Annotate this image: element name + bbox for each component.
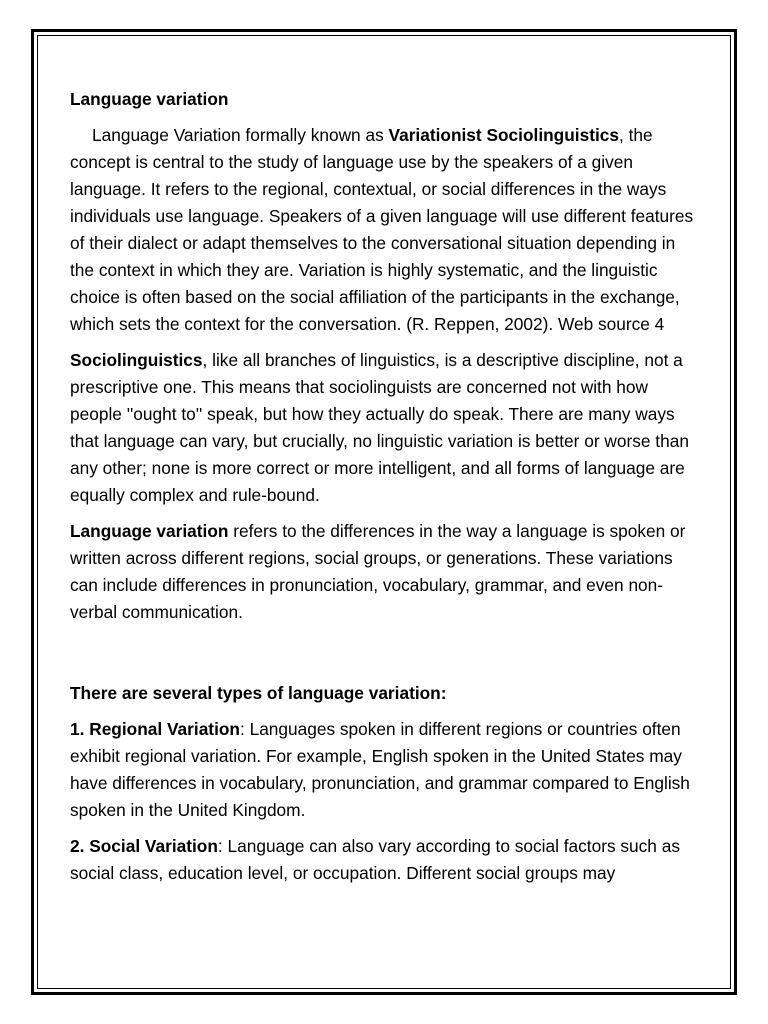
term-language-variation: Language variation — [70, 521, 229, 541]
term-sociolinguistics: Sociolinguistics — [70, 350, 203, 370]
term-social-variation: 2. Social Variation — [70, 836, 218, 856]
term-variationist-sociolinguistics: Variationist Sociolinguistics — [388, 125, 619, 145]
list-item-social-text: : Language can also vary according to social factors such as social class, education level, or occupation. Different social groups may — [70, 836, 680, 883]
paragraph-variationist — [70, 122, 704, 338]
paragraph-sociolinguistics-text: , like all branches of linguistics, is a descriptive discipline, not a prescriptive one. This means that sociolinguists are concerned not with how people ''ought to'' speak, but how they actually do speak. There are many ways that language can vary, but crucially, no linguistic variation is better or worse than any other; none is more correct or more intelligent, and all forms of language are equally complex and rule-bound. — [70, 350, 689, 505]
term-regional-variation: 1. Regional Variation — [70, 719, 240, 739]
document-body — [70, 86, 704, 896]
list-item-regional — [70, 716, 704, 824]
paragraph-language-variation — [70, 518, 704, 626]
paragraph-sociolinguistics — [70, 347, 704, 509]
paragraph-variationist-post: , the concept is central to the study of language use by the speakers of a given language. It refers to the regional, contextual, or social differences in the ways individuals use language. Speakers of a given language will use different features of their dialect or adapt themselves to the conversational situation depending in the context in which they are. Variation is highly systematic, and the linguistic choice is often based on the social affiliation of the participants in the exchange, which sets the context for the conversation. (R. Reppen, 2002). Web source 4 — [70, 125, 694, 334]
list-item-social — [70, 833, 704, 887]
blank-line — [70, 635, 704, 680]
document-title: Language variation — [70, 89, 229, 109]
list-item-regional-text: : Languages spoken in different regions or countries often exhibit regional variation. For example, English spoken in the United States may have differences in vocabulary, pronunciation, and grammar compared to English spoken in the United Kingdom. — [70, 719, 690, 820]
paragraph-language-variation-text: refers to the differences in the way a language is spoken or written across different regions, social groups, or generations. These variations can include differences in pronunciation, vocabulary, grammar, and even non-verbal communication. — [70, 521, 686, 622]
types-heading: There are several types of language variation: — [70, 683, 447, 703]
paragraph-variationist-pre: Language Variation formally known as — [92, 125, 389, 145]
